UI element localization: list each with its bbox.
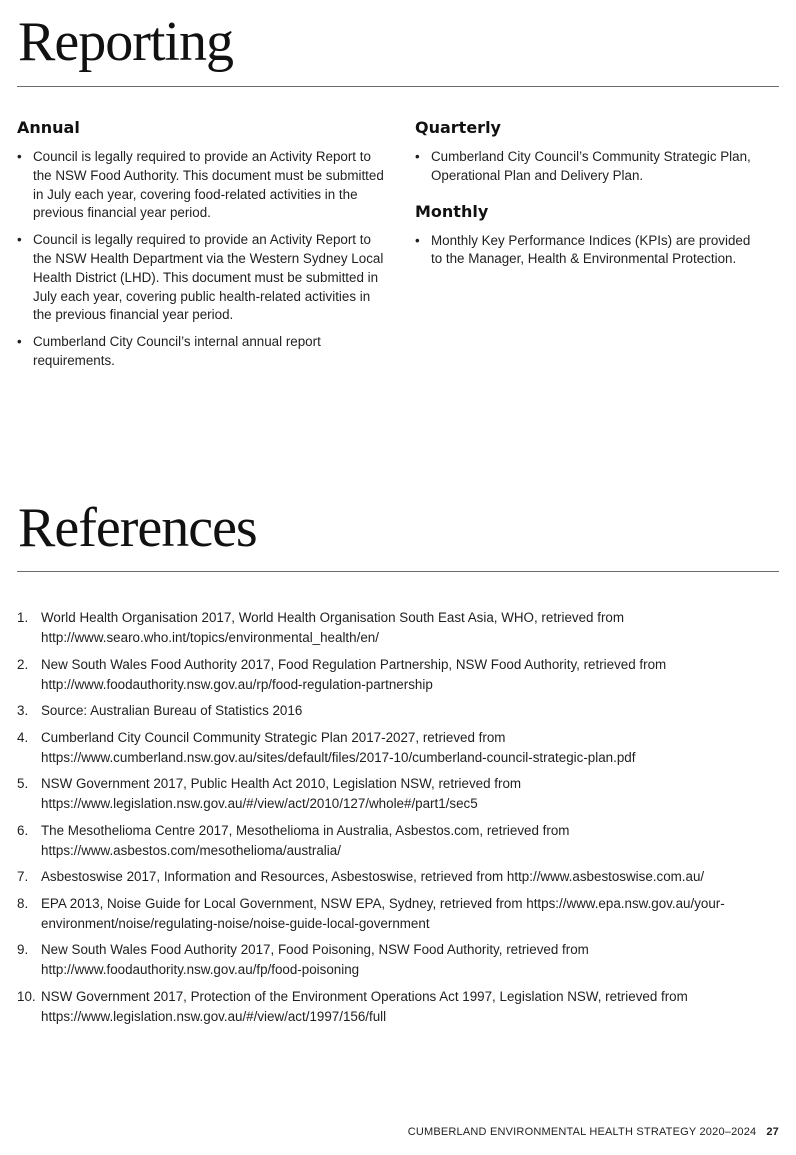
footer-title: CUMBERLAND ENVIRONMENTAL HEALTH STRATEGY 2020–2024: [407, 1126, 757, 1138]
quarterly-list: [415, 148, 765, 186]
annual-list: [17, 148, 387, 371]
reference-number: 3.: [17, 703, 29, 718]
annual-title: Annual: [17, 118, 80, 137]
reference-number: 1.: [17, 610, 29, 625]
page-number: 27: [766, 1126, 779, 1138]
monthly-list: [415, 232, 765, 270]
reference-text: NSW Government 2017, Public Health Act 2010, Legislation NSW, retrieved from https://www.legislation.nsw.gov.au/#/view/act/2010/127/whole#/part1/sec5: [41, 776, 522, 811]
monthly-item: • Monthly Key Performance Indices (KPIs) are provided to the Manager, Health & Environmental Protection.: [415, 232, 765, 270]
reference-number: 10.: [17, 988, 36, 1004]
reference-number: 6.: [17, 822, 29, 838]
reference-item: [17, 894, 782, 934]
reference-item: [17, 655, 782, 695]
reference-item: [17, 940, 782, 980]
reference-text: Cumberland City Council Community Strategic Plan 2017-2027, retrieved from https://www.cumberland.nsw.gov.au/sites/default/files/2017-10/cumberland-council-strategic-plan.pdf: [41, 729, 636, 765]
reference-number: 7.: [17, 869, 29, 884]
reference-item: [17, 701, 782, 721]
quarterly-monthly-section: [415, 118, 765, 279]
reference-item: [17, 987, 782, 1027]
reference-text: World Health Organisation 2017, World Health Organisation South East Asia, WHO, retrieved from http://www.searo.who.int/topics/environmental_health/en/: [41, 610, 625, 645]
reference-number: 9.: [17, 942, 29, 957]
reference-number: 4.: [17, 729, 29, 745]
reporting-heading: Reporting: [18, 11, 233, 73]
quarterly-title: Quarterly: [415, 118, 501, 137]
reference-item: [17, 608, 782, 648]
annual-item: • Council is legally required to provide an Activity Report to the NSW Health Department via the Western Sydney Local Health District (LHD). This document must be submitted in July each year, covering public health-related activities in the previous financial year period.: [17, 231, 387, 325]
reference-text: Asbestoswise 2017, Information and Resources, Asbestoswise, retrieved from http://www.asbestoswise.com.au/: [41, 869, 705, 884]
reference-item: [17, 867, 782, 887]
references-heading: References: [18, 497, 257, 559]
reference-number: 5.: [17, 776, 29, 791]
reference-text: New South Wales Food Authority 2017, Food Poisoning, NSW Food Authority, retrieved from http://www.foodauthority.nsw.gov.au/fp/food-poisoning: [41, 942, 589, 977]
annual-item: • Council is legally required to provide an Activity Report to the NSW Food Authority. This document must be submitted in July each year, covering food-related activities in the previous financial year period.: [17, 148, 387, 223]
reporting-divider: [17, 86, 779, 87]
reference-number: 2.: [17, 656, 29, 672]
monthly-title: Monthly: [415, 201, 489, 221]
reference-number: 8.: [17, 895, 29, 911]
reference-text: The Mesothelioma Centre 2017, Mesothelioma in Australia, Asbestos.com, retrieved from https://www.asbestos.com/mesothelioma/australia/: [41, 822, 570, 858]
reference-text: Source: Australian Bureau of Statistics 2016: [41, 703, 303, 718]
page-footer: [408, 1126, 779, 1138]
annual-section: [17, 118, 387, 381]
references-list: [17, 608, 782, 1033]
reference-text: New South Wales Food Authority 2017, Food Regulation Partnership, NSW Food Authority, retrieved from http://www.foodauthority.nsw.gov.au/rp/food-regulation-partnership: [41, 656, 667, 692]
reference-item: [17, 821, 782, 861]
reference-text: NSW Government 2017, Protection of the Environment Operations Act 1997, Legislation NSW, retrieved from https://www.legislation.nsw.gov.au/#/view/act/1997/156/full: [41, 988, 688, 1024]
references-divider: [17, 571, 779, 572]
reference-item: [17, 728, 782, 768]
quarterly-item: • Cumberland City Council’s Community Strategic Plan, Operational Plan and Delivery Plan.: [415, 148, 765, 186]
reference-text: EPA 2013, Noise Guide for Local Government, NSW EPA, Sydney, retrieved from https://www.epa.nsw.gov.au/your-environment/noise/regulating-noise/noise-guide-local-government: [41, 895, 725, 931]
reference-item: [17, 774, 782, 814]
annual-item: • Cumberland City Council’s internal annual report requirements.: [17, 333, 387, 371]
